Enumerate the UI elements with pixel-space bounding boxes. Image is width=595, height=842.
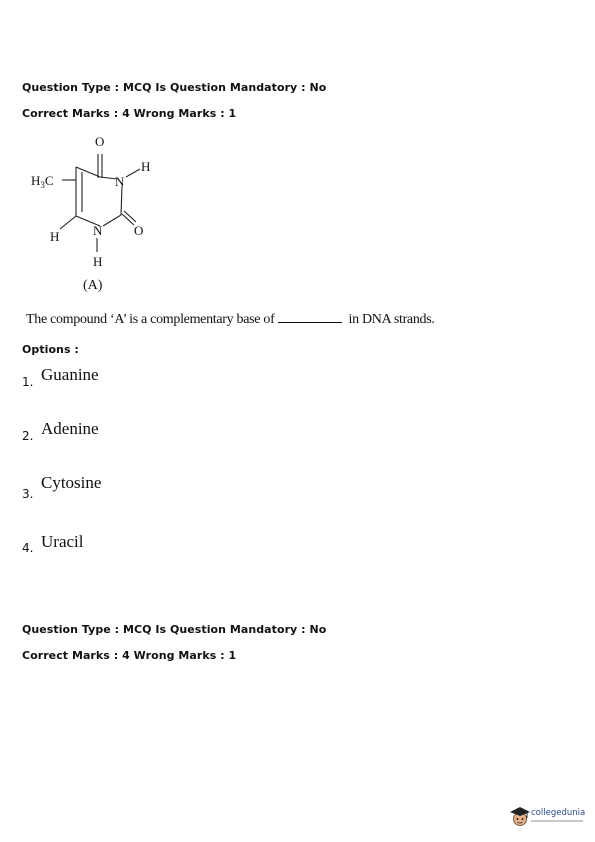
hydrogen-upper-label: H [141, 159, 151, 174]
option-2-text[interactable]: Adenine [41, 419, 99, 438]
question-2-type-line: Question Type : MCQ Is Question Mandatory : No [22, 623, 327, 636]
methyl-group-label: $H_3C$ [31, 173, 54, 190]
option-3-number: 3. [22, 487, 34, 501]
oxygen-top-label: O [95, 134, 105, 149]
collegedunia-logo [510, 806, 590, 830]
option-4-text[interactable]: Uracil [41, 532, 84, 551]
question-1-type-line: Question Type : MCQ Is Question Mandatory : No [22, 81, 327, 94]
option-3-text[interactable]: Cytosine [41, 473, 102, 492]
nitrogen-lower-label: N [93, 223, 103, 238]
option-1-number: 1. [22, 375, 34, 389]
brand-tagline-bar [531, 820, 583, 822]
compound-label: (A) [83, 278, 103, 293]
hydrogen-left-label: H [50, 229, 60, 244]
question-text [26, 311, 435, 328]
answer-blank [278, 311, 342, 323]
graduate-cap-mascot-icon [510, 806, 530, 828]
oxygen-right-label: O [134, 223, 144, 238]
option-2-number: 2. [22, 429, 34, 443]
nitrogen-upper-label: N [115, 174, 125, 189]
question-text-end: in DNA strands. [348, 312, 435, 327]
hydrogen-lower-label: H [93, 254, 103, 269]
compound-a-structure [26, 130, 156, 300]
options-heading: Options : [22, 343, 79, 356]
brand-name: collegedunia [531, 808, 586, 818]
option-1-text[interactable]: Guanine [41, 365, 99, 384]
question-2-marks-line: Correct Marks : 4 Wrong Marks : 1 [22, 649, 237, 662]
question-text-start: The compound ‘A’ is a complementary base of [26, 312, 275, 327]
option-4-number: 4. [22, 541, 34, 555]
question-1-marks-line: Correct Marks : 4 Wrong Marks : 1 [22, 107, 237, 120]
